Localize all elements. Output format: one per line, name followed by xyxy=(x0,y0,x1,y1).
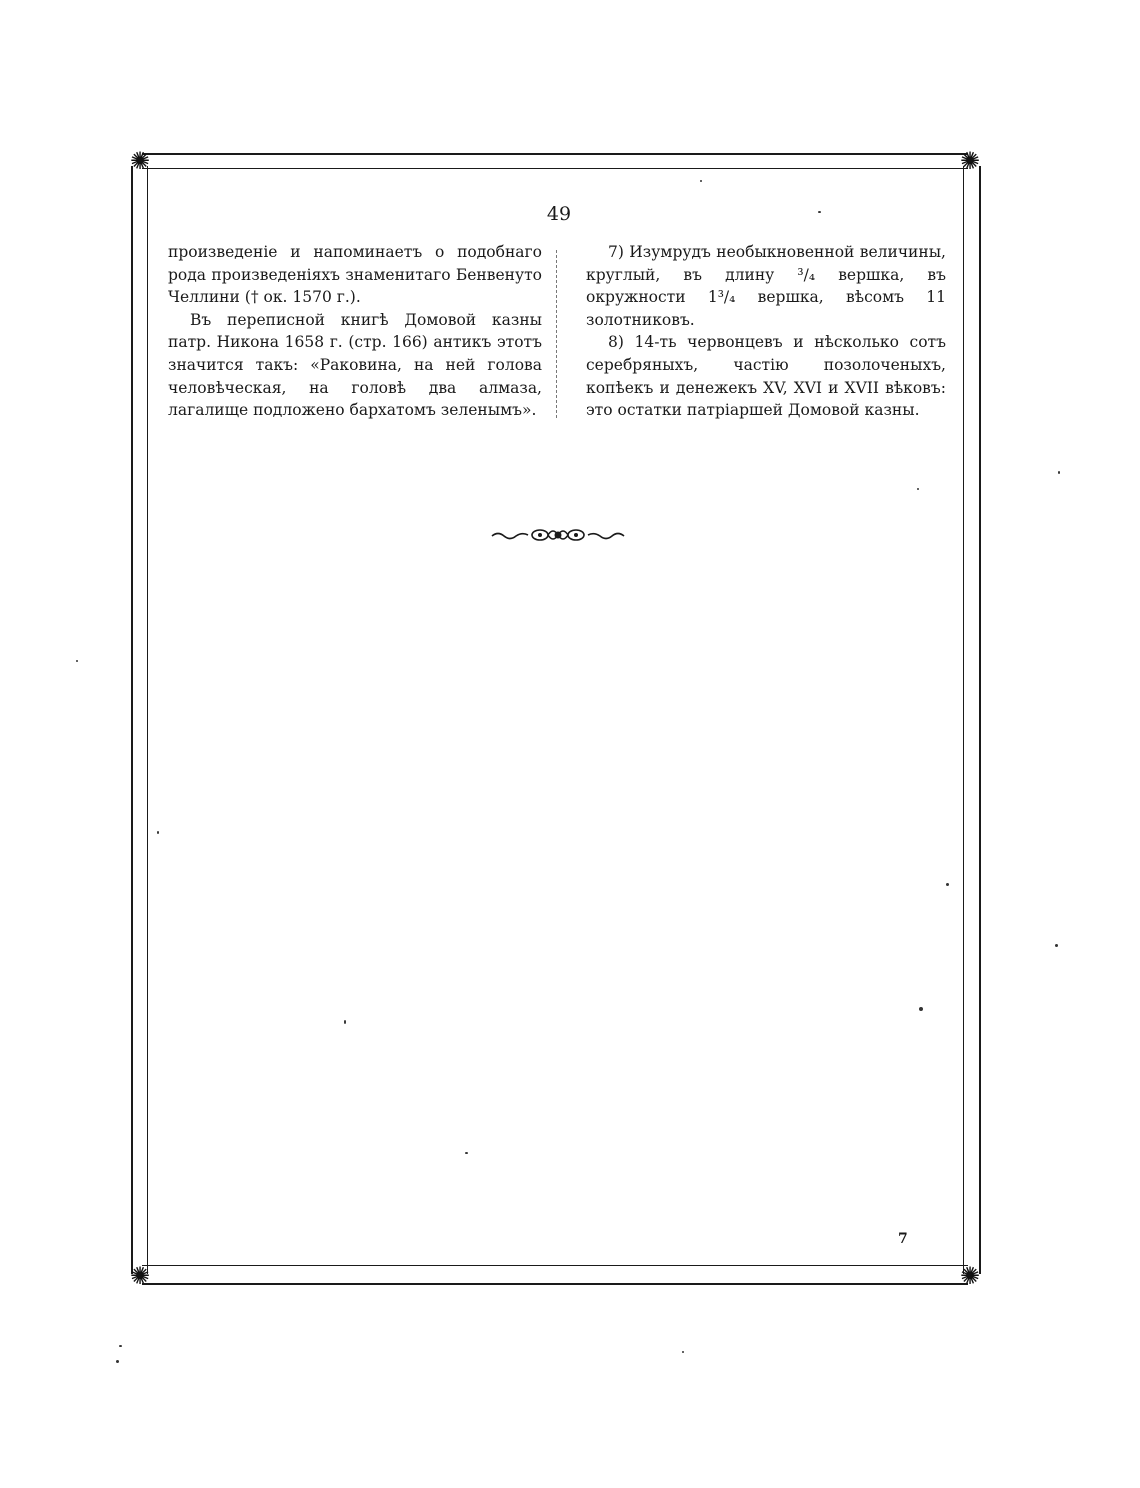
frame-bottom-inner xyxy=(142,1265,968,1266)
right-column xyxy=(586,241,946,422)
frame-right-outer xyxy=(979,166,981,1274)
scan-speck xyxy=(919,1007,923,1011)
frame-right-inner xyxy=(963,166,964,1274)
vignette-ornament-icon xyxy=(488,521,628,549)
scan-speck xyxy=(946,883,949,886)
frame-top-inner xyxy=(142,168,968,169)
scan-speck xyxy=(700,180,702,182)
frame-left-outer xyxy=(131,166,133,1274)
right-paragraph-2: 8) 14-ть червонцевъ и нѣсколько сотъ серебряныхъ, частію позолоченыхъ, копѣекъ и денежекъ XV, XVI и XVII вѣковъ: это остатки патріаршей Домовой казны. xyxy=(586,333,946,420)
frame-left-inner xyxy=(147,166,148,1274)
flower-ornament-icon: ✺ xyxy=(959,1262,981,1290)
column-divider xyxy=(556,250,557,418)
left-paragraph-1: произведеніе и напоминаетъ о подобнаго рода произведеніяхъ знаменитаго Бенвенуто Челлини († ок. 1570 г.). xyxy=(168,243,542,307)
scan-speck xyxy=(116,1360,119,1363)
frame-top-outer xyxy=(142,153,968,155)
scan-speck xyxy=(682,1351,684,1353)
scan-speck xyxy=(119,1345,122,1347)
scan-speck xyxy=(465,1152,468,1154)
scan-speck xyxy=(1058,471,1060,474)
flower-ornament-icon: ✺ xyxy=(959,147,981,175)
scan-speck xyxy=(76,660,78,662)
left-column xyxy=(168,241,542,422)
scan-speck xyxy=(917,488,919,490)
scan-speck xyxy=(344,1020,346,1024)
flower-ornament-icon: ✺ xyxy=(129,147,151,175)
frame-bottom-outer xyxy=(142,1283,968,1285)
scan-speck xyxy=(818,211,821,213)
scan-speck xyxy=(157,831,159,834)
flower-ornament-icon: ✺ xyxy=(129,1262,151,1290)
right-paragraph-1: 7) Изумрудъ необыкновенной величины, круглый, въ длину ³/₄ вершка, въ окружности 1³/₄ вершка, вѣсомъ 11 золотниковъ. xyxy=(586,243,946,329)
left-paragraph-2: Въ переписной книгѣ Домовой казны патр. Никона 1658 г. (стр. 166) антикъ этотъ значится такъ: «Раковина, на ней голова человѣческая, на головѣ два алмаза, лагалище подложено бархатомъ зеленымъ». xyxy=(168,310,542,420)
signature-mark: 7 xyxy=(898,1231,908,1247)
scan-speck xyxy=(1055,944,1058,947)
page-number: 49 xyxy=(546,203,572,225)
